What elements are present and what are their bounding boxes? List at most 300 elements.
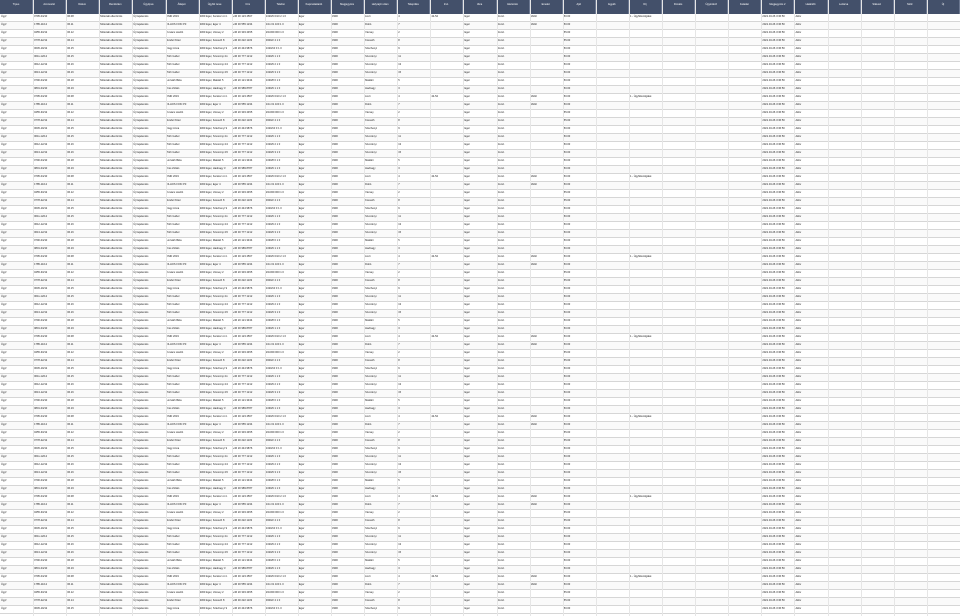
table-cell: Rend. — [497, 583, 505, 586]
table-cell: Eger — [298, 303, 305, 306]
table-cell: 06.14 — [67, 359, 74, 362]
table-cell: Új bejelentés — [133, 383, 149, 386]
column-header[interactable]: Ügytípus — [132, 0, 165, 14]
table-cell: 1320/10 0 1 0 — [265, 607, 282, 610]
table-cell: 2021.04.26 3:36:50 — [762, 199, 785, 202]
table-cell: Kiss Zoltán — [166, 167, 180, 170]
table-cell: Eger — [298, 535, 305, 538]
table-cell: Aktív — [795, 287, 802, 290]
table-cell: 1320/10 0 1 0 — [265, 367, 282, 370]
table-cell: Rend. — [497, 351, 505, 354]
table-cell: Új bejelentés — [133, 407, 149, 410]
table-cell: 1320/9 1 1 0 — [265, 455, 281, 458]
column-header[interactable]: Típus — [0, 0, 33, 14]
table-row[interactable] — [0, 590, 960, 598]
table-cell: Eger — [464, 71, 470, 74]
table-cell: 3300 — [332, 479, 338, 482]
table-cell: Eger — [464, 199, 470, 202]
table-cell: +36 20 333 4455 — [232, 351, 253, 354]
table-cell: +36 20 333 4455 — [232, 191, 253, 194]
table-cell: 3300 Eger, Hadnagy 3 — [199, 327, 226, 330]
table-cell: 3300 Eger, Kossuth 8 — [199, 199, 225, 202]
column-header[interactable]: Dátum — [66, 0, 99, 14]
table-row[interactable] — [0, 342, 960, 350]
table-row[interactable] — [0, 278, 960, 286]
table-row[interactable] — [0, 158, 960, 166]
table-cell: Szvorényi — [365, 143, 377, 146]
table-cell: 50.00 — [563, 399, 571, 402]
table-row[interactable] — [0, 62, 960, 70]
table-row[interactable] — [0, 382, 960, 390]
table-cell: 1330/8 0 1 0 — [265, 79, 281, 82]
table-cell: 50.00 — [563, 343, 571, 346]
table-cell: Új bejelentés — [133, 95, 149, 98]
table-cell: Eger — [464, 335, 470, 338]
table-cell: Új bejelentés — [133, 39, 149, 42]
grid-line — [66, 0, 67, 616]
table-row[interactable] — [0, 150, 960, 158]
column-header[interactable]: Díj — [629, 0, 662, 14]
table-row[interactable] — [0, 502, 960, 510]
table-cell: 0612-12/12 — [34, 223, 48, 226]
table-cell: Rend. — [497, 439, 505, 442]
table-cell: +36 20 121 3434 — [232, 399, 253, 402]
table-cell: 3300 Eger, Maklári 5 — [199, 399, 224, 402]
table-cell: 1/11 01 100 1 0 — [265, 103, 284, 106]
table-cell: Rend. — [497, 455, 505, 458]
table-cell: Szvorényi — [365, 303, 377, 306]
table-cell: Műszaki ellenőrzés — [100, 239, 123, 242]
table-cell: Ügyf — [1, 295, 7, 298]
column-header[interactable]: Ügyintéző — [695, 0, 728, 14]
table-row[interactable] — [0, 126, 960, 134]
table-cell: +36 30 555 1234 — [232, 423, 253, 426]
table-cell: Eger — [298, 55, 305, 58]
table-cell — [663, 606, 694, 615]
table-cell: +36 30 989 8787 — [232, 407, 253, 410]
table-cell: Műszaki ellenőrzés — [100, 367, 123, 370]
table-row[interactable] — [0, 254, 960, 262]
table-cell: Aktív — [795, 455, 802, 458]
table-row[interactable] — [0, 486, 960, 494]
table-row[interactable] — [0, 462, 960, 470]
table-cell: Aktív — [795, 439, 802, 442]
table-cell: 2 — [398, 31, 400, 34]
table-row[interactable] — [0, 102, 960, 110]
table-cell: 06.18 — [67, 479, 74, 482]
table-cell: 3300 — [332, 303, 338, 306]
table-cell: Ügyf — [1, 415, 7, 418]
table-cell: 1 - Ügyfélszolgálat — [629, 495, 652, 498]
table-cell: Rend. — [497, 567, 505, 570]
table-cell: Műszaki ellenőrzés — [100, 103, 123, 106]
table-cell: 4 — [398, 495, 400, 498]
table-cell: Maklári — [365, 319, 374, 322]
table-cell: 1785-11/12 — [34, 503, 48, 506]
table-cell: Horváth Béla — [166, 559, 182, 562]
table-row[interactable] — [0, 94, 960, 102]
column-header[interactable]: Település — [397, 0, 430, 14]
table-cell: Eger — [464, 183, 470, 186]
table-row[interactable] — [0, 310, 960, 318]
table-row[interactable] — [0, 518, 960, 526]
table-row[interactable] — [0, 558, 960, 566]
table-cell: Új bejelentés — [133, 543, 149, 546]
table-cell: Nagy Anna — [166, 47, 180, 50]
table-cell: Eger — [298, 567, 305, 570]
table-cell: 0795-04/10 — [34, 15, 48, 18]
table-row[interactable] — [0, 350, 960, 358]
table-cell: Eger — [464, 247, 470, 250]
table-cell: Eger — [298, 463, 305, 466]
table-cell: Rend. — [497, 255, 505, 258]
table-row[interactable] — [0, 398, 960, 406]
table-cell: Eger — [464, 239, 470, 242]
table-row[interactable] — [0, 606, 960, 614]
table-cell: Eger — [298, 503, 305, 506]
table-row[interactable] — [0, 430, 960, 438]
column-header[interactable]: Irsz. — [430, 0, 463, 14]
table-cell: 0795-04/10 — [34, 255, 48, 258]
table-cell: Új bejelentés — [133, 143, 149, 146]
table-cell: Hadnagy — [365, 247, 376, 250]
table-cell: Tóth Gábor — [166, 295, 180, 298]
column-header[interactable]: Ügyfél neve — [199, 0, 232, 14]
table-cell: Új bejelentés — [133, 511, 149, 514]
table-cell: Eger — [298, 287, 305, 290]
table-cell: +36 20 444 9876 — [232, 287, 253, 290]
table-row[interactable] — [0, 54, 960, 62]
table-cell: 50.00 — [563, 367, 571, 370]
table-row[interactable] — [0, 190, 960, 198]
table-cell: Rend. — [497, 479, 505, 482]
table-cell: Aktív — [795, 167, 802, 170]
table-cell: 3300 — [332, 111, 338, 114]
table-cell: Műszaki ellenőrzés — [100, 159, 123, 162]
table-row[interactable] — [0, 22, 960, 30]
table-row[interactable] — [0, 326, 960, 334]
table-row[interactable] — [0, 206, 960, 214]
table-row[interactable] — [0, 494, 960, 502]
table-cell: Eger — [298, 127, 305, 130]
table-row[interactable] — [0, 182, 960, 190]
table-cell: 06.18 — [67, 399, 74, 402]
table-cell: 3300 — [332, 607, 338, 610]
table-cell: Széchenyi — [365, 527, 378, 530]
table-cell: Eger — [464, 583, 470, 586]
table-cell: Aktív — [795, 375, 802, 378]
table-row[interactable] — [0, 14, 960, 22]
table-cell: 50.00 — [563, 575, 571, 578]
table-cell: 15 — [398, 71, 402, 74]
column-header[interactable]: Cím — [232, 0, 265, 14]
table-cell: Ügyf — [1, 39, 7, 42]
table-cell: 55.00 — [563, 511, 571, 514]
table-cell: Új bejelentés — [133, 159, 149, 162]
table-row[interactable] — [0, 134, 960, 142]
table-row[interactable] — [0, 246, 960, 254]
table-cell: 3300 — [332, 591, 338, 594]
table-cell: +36 20 121 3434 — [232, 319, 253, 322]
table-cell: Ügyf — [1, 103, 7, 106]
table-row[interactable] — [0, 86, 960, 94]
table-row[interactable] — [0, 390, 960, 398]
column-header[interactable]: Fizetés — [662, 0, 695, 14]
table-cell: Tóth Gábor — [166, 311, 180, 314]
table-cell: 3300 Eger, Kossuth 8 — [199, 279, 225, 282]
table-cell: +36 30 123 4567 — [232, 175, 253, 178]
table-cell: 2 — [398, 191, 400, 194]
table-cell: Tóth Gábor — [166, 135, 180, 138]
table-row[interactable] — [0, 302, 960, 310]
table-cell: 50.00 — [563, 223, 571, 226]
table-cell: Ügyf — [1, 527, 7, 530]
table-cell: Rend. — [497, 287, 505, 290]
table-row[interactable] — [0, 78, 960, 86]
table-row[interactable] — [0, 414, 960, 422]
table-cell: Eger — [298, 271, 305, 274]
column-header[interactable]: Házszám — [497, 0, 530, 14]
table-cell: 4 — [398, 575, 400, 578]
table-cell: 1 - Ügyfélszolgálat — [629, 575, 652, 578]
table-row[interactable] — [0, 270, 960, 278]
table-cell: Aktív — [795, 255, 802, 258]
table-cell: 3300/2 4 1 0 — [265, 39, 281, 42]
column-header[interactable]: Lezárva — [828, 0, 861, 14]
column-header[interactable]: Ajtó — [563, 0, 596, 14]
table-cell: 06.11 — [67, 343, 74, 346]
table-cell: 1320/9 0/10 2 1 0 — [265, 495, 287, 498]
table-cell: Eger — [298, 335, 305, 338]
table-row[interactable] — [0, 238, 960, 246]
table-cell: Eger — [464, 575, 470, 578]
table-cell: 1320/9 2 1 0 — [265, 143, 281, 146]
table-row[interactable] — [0, 230, 960, 238]
table-cell: Rend. — [497, 551, 505, 554]
table-cell: Új bejelentés — [133, 271, 149, 274]
table-cell: Eger — [464, 55, 470, 58]
table-row[interactable] — [0, 30, 960, 38]
table-cell: Mobil — [530, 15, 537, 18]
table-cell: Eger — [464, 47, 470, 50]
table-cell: Maklári — [365, 399, 374, 402]
table-cell: 2021.04.26 3:36:50 — [762, 599, 785, 602]
column-header[interactable]: Rendszám — [99, 0, 132, 14]
table-cell: Rend. — [497, 223, 505, 226]
table-cell: Műszaki ellenőrzés — [100, 471, 123, 474]
grid-line — [530, 0, 531, 616]
table-cell: Ügyf — [1, 391, 7, 394]
table-row[interactable] — [0, 318, 960, 326]
grid-line — [927, 0, 928, 616]
table-cell: Műszaki ellenőrzés — [100, 279, 123, 282]
table-cell: 0795-04/10 — [34, 175, 48, 178]
table-cell: Eger — [298, 399, 305, 402]
column-header[interactable]: Azonosító — [33, 0, 66, 14]
table-cell: 2021.04.26 3:36:50 — [762, 247, 785, 250]
column-header[interactable]: Megjegyzés — [331, 0, 364, 14]
table-row[interactable] — [0, 566, 960, 574]
table-row[interactable] — [0, 286, 960, 294]
table-cell: 06.19 — [67, 487, 74, 490]
table-cell: 2021.04.26 3:36:50 — [762, 439, 785, 442]
table-cell: 2021.04.26 3:36:50 — [762, 551, 785, 554]
table-cell: Tóth Gábor — [166, 471, 180, 474]
column-header[interactable]: Új — [927, 0, 960, 14]
table-cell: 8 — [398, 39, 400, 42]
table-cell: Aktív — [795, 215, 802, 218]
table-cell: 06.12 — [67, 191, 74, 194]
table-row[interactable] — [0, 478, 960, 486]
table-row[interactable] — [0, 542, 960, 550]
table-cell: +36 30 777 1212 — [232, 383, 253, 386]
table-row[interactable] — [0, 366, 960, 374]
table-cell: Műszaki ellenőrzés — [100, 167, 123, 170]
table-cell: Ügyf — [1, 79, 7, 82]
column-header[interactable]: Állapot — [166, 0, 199, 14]
table-row[interactable] — [0, 422, 960, 430]
table-cell: 55.00 — [563, 599, 571, 602]
table-cell: 3300 — [332, 455, 338, 458]
table-row[interactable] — [0, 438, 960, 446]
table-cell: 3300 — [332, 567, 338, 570]
table-cell: 06.08 — [67, 575, 74, 578]
table-cell: Szvorényi — [365, 63, 377, 66]
table-cell: Műszaki ellenőrzés — [100, 375, 123, 378]
column-header[interactable]: Telefon — [265, 0, 298, 14]
table-cell: 3300 Eger, Vécsey 2 — [199, 191, 224, 194]
table-row[interactable] — [0, 38, 960, 46]
table-row[interactable] — [0, 214, 960, 222]
table-row[interactable] — [0, 550, 960, 558]
table-cell: Ügyf — [1, 247, 7, 250]
column-header[interactable]: Határidő — [794, 0, 827, 14]
table-cell: Ügyf — [1, 279, 7, 282]
table-row[interactable] — [0, 582, 960, 590]
table-cell: 50.00 — [563, 255, 571, 258]
table-row[interactable] — [0, 118, 960, 126]
table-row[interactable] — [0, 262, 960, 270]
table-cell: Mobil — [530, 423, 537, 426]
table-cell: 1330/9 1 1 0 — [265, 487, 281, 490]
table-cell: 1320/10 0 1 0 — [265, 207, 282, 210]
table-cell: Dobó — [365, 503, 372, 506]
table-cell: Szvorényi — [365, 471, 377, 474]
table-cell: 3300 Eger, Szvorényi 15 — [199, 471, 228, 474]
table-cell: 3300 Eger, Szvorényi 11 — [199, 535, 228, 538]
table-cell: 3300/2 4 1 0 — [265, 519, 281, 522]
table-cell: 3 — [398, 167, 400, 170]
table-cell: Új bejelentés — [133, 167, 149, 170]
table-cell: Rend. — [497, 95, 505, 98]
table-cell: Rend. — [497, 495, 505, 498]
table-row[interactable] — [0, 142, 960, 150]
column-header[interactable]: Státusz — [861, 0, 894, 14]
table-cell: Horváth Béla — [166, 399, 182, 402]
table-cell: 3300 Eger, Kossuth 8 — [199, 519, 225, 522]
table-cell: Kossuth — [365, 599, 375, 602]
table-cell: Új bejelentés — [133, 439, 149, 442]
table-row[interactable] — [0, 374, 960, 382]
column-header[interactable]: Egyéb — [596, 0, 629, 14]
table-row[interactable] — [0, 174, 960, 182]
table-row[interactable] — [0, 510, 960, 518]
table-cell: 0795-04/10 — [34, 95, 48, 98]
table-cell: 3300 Eger, Eger 4 — [199, 263, 221, 266]
table-cell: 3300 — [332, 391, 338, 394]
table-cell: Eger — [298, 519, 305, 522]
table-cell: Eger — [298, 87, 305, 90]
table-cell: Műszaki ellenőrzés — [100, 215, 123, 218]
table-row[interactable] — [0, 334, 960, 342]
table-row[interactable] — [0, 406, 960, 414]
table-cell: Műszaki ellenőrzés — [100, 111, 123, 114]
table-cell: 3300 — [332, 207, 338, 210]
table-cell: Rend. — [497, 519, 505, 522]
table-cell: Ügyf — [1, 15, 7, 18]
column-header[interactable]: Utca — [463, 0, 496, 14]
table-row[interactable] — [0, 294, 960, 302]
table-row[interactable] — [0, 526, 960, 534]
table-row[interactable] — [0, 222, 960, 230]
column-header[interactable]: Megjegyzés 2 — [761, 0, 794, 14]
table-cell: 9 — [398, 287, 400, 290]
table-cell: 8 — [398, 199, 400, 202]
table-row[interactable] — [0, 534, 960, 542]
table-cell: 06.08 — [67, 335, 74, 338]
table-row[interactable] — [0, 454, 960, 462]
table-cell: Rend. — [497, 151, 505, 154]
table-cell: 7 — [398, 183, 400, 186]
table-cell: 1320/9 2 1 0 — [265, 63, 281, 66]
column-header[interactable]: Helyrajzi szám — [364, 0, 397, 14]
table-row[interactable] — [0, 70, 960, 78]
table-row[interactable] — [0, 110, 960, 118]
table-cell: Eger — [464, 551, 470, 554]
table-row[interactable] — [0, 198, 960, 206]
table-row[interactable] — [0, 446, 960, 454]
table-row[interactable] — [0, 358, 960, 366]
table-row[interactable] — [0, 470, 960, 478]
table-cell: 11 — [398, 55, 401, 58]
column-header[interactable]: Feladat — [728, 0, 761, 14]
table-row[interactable] — [0, 166, 960, 174]
table-cell: Műszaki ellenőrzés — [100, 359, 123, 362]
grid-line — [894, 0, 895, 616]
table-cell: Eger — [298, 71, 305, 74]
table-cell: Mobil — [530, 575, 537, 578]
table-row[interactable] — [0, 46, 960, 54]
column-header[interactable]: Mód — [894, 0, 927, 14]
table-row[interactable] — [0, 598, 960, 606]
column-header[interactable]: Kapcsolattartó — [298, 0, 331, 14]
table-cell: Mobil — [530, 103, 537, 106]
table-cell: 0645-19/12 — [34, 127, 48, 130]
table-cell: 3300 — [332, 295, 338, 298]
column-header[interactable]: Emelet — [530, 0, 563, 14]
table-cell: 7 — [398, 423, 400, 426]
table-cell: 50.00 — [563, 375, 571, 378]
table-cell: 0801-04/10 — [34, 247, 48, 250]
table-cell: 2021.04.26 3:36:50 — [762, 263, 785, 266]
table-row[interactable] — [0, 574, 960, 582]
table-cell: Szvorényi — [365, 55, 377, 58]
table-cell: +36 30 989 8787 — [232, 327, 253, 330]
table-cell: Ügyf — [1, 383, 7, 386]
table-cell: 3300 — [332, 511, 338, 514]
table-cell: Eger — [464, 143, 470, 146]
table-cell: 50.00 — [563, 239, 571, 242]
